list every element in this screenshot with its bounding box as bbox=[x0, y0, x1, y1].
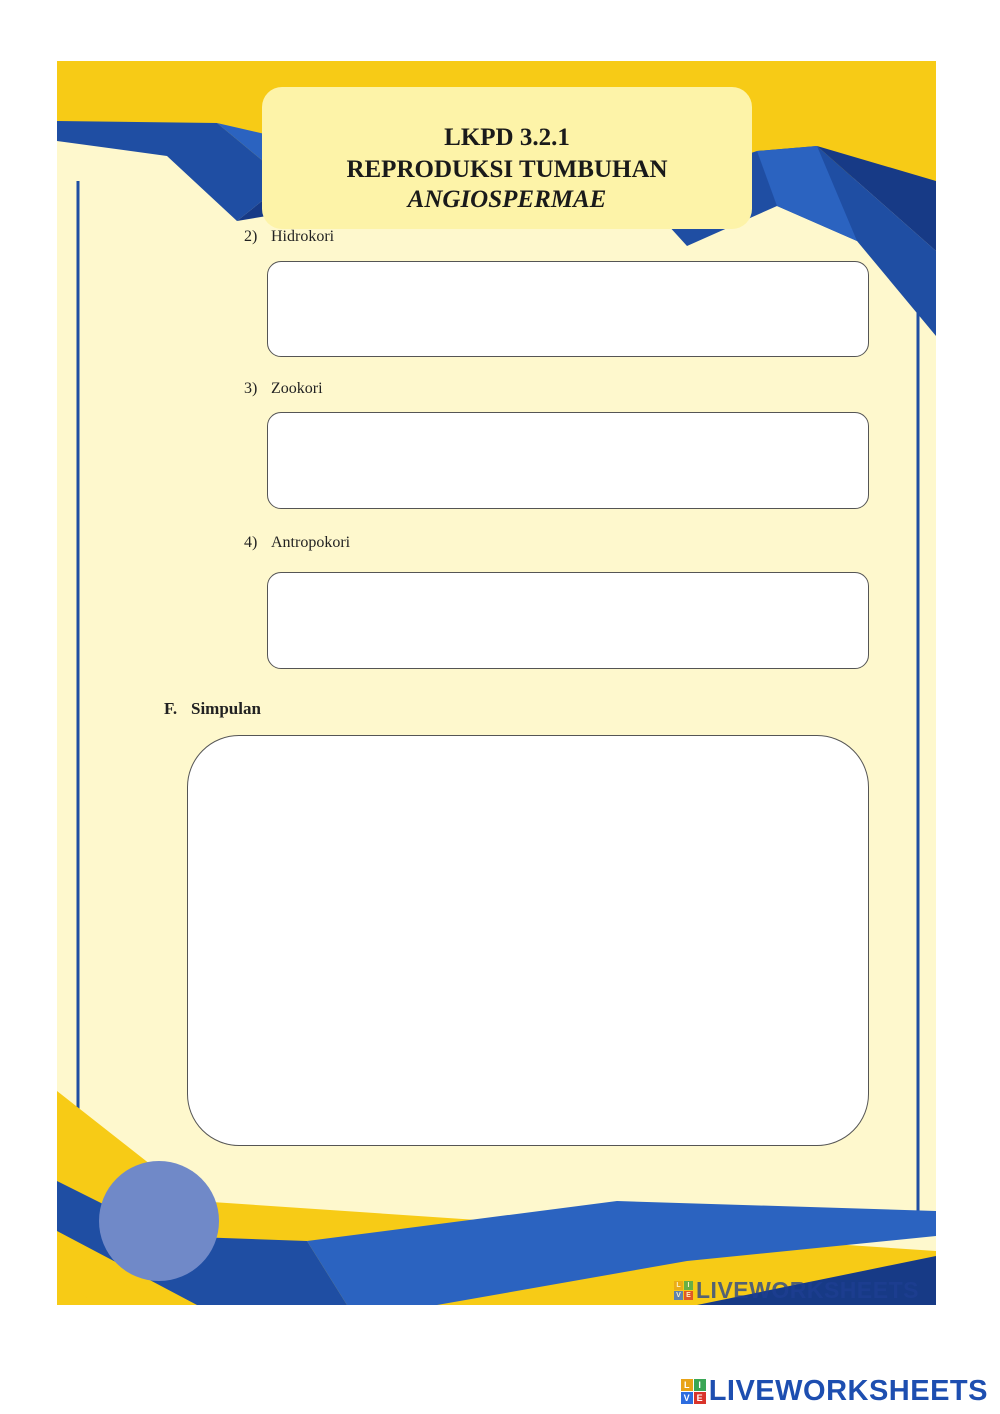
title-code: LKPD 3.2.1 bbox=[444, 124, 570, 151]
item-text: Zookori bbox=[271, 380, 323, 397]
item-number: 4) bbox=[244, 534, 258, 551]
item-text: Hidrokori bbox=[271, 228, 335, 245]
worksheet-page bbox=[57, 61, 936, 1305]
item-zookori-label bbox=[244, 380, 323, 398]
antropokori-answer-box[interactable] bbox=[267, 572, 869, 669]
liveworksheets-logo-icon: L I V E bbox=[674, 1281, 693, 1300]
liveworksheets-footer-logo[interactable] bbox=[681, 1374, 988, 1408]
item-text: Antropokori bbox=[271, 534, 351, 551]
item-antropokori-label bbox=[244, 534, 350, 552]
section-letter: F. bbox=[164, 699, 178, 718]
section-title: Simpulan bbox=[191, 699, 261, 718]
title-topic: REPRODUKSI TUMBUHAN bbox=[346, 156, 668, 183]
conclusion-answer-box[interactable] bbox=[187, 735, 869, 1146]
decorative-circle bbox=[99, 1161, 219, 1281]
watermark-text: LIVEWORKSHEETS bbox=[696, 1276, 919, 1303]
item-number: 2) bbox=[244, 228, 258, 245]
item-hidrokori-label bbox=[244, 228, 334, 246]
footer-logo-text: LIVEWORKSHEETS bbox=[708, 1374, 988, 1407]
page-watermark bbox=[674, 1275, 919, 1305]
hidrokori-answer-box[interactable] bbox=[267, 261, 869, 357]
conclusion-heading bbox=[164, 699, 261, 719]
title-box bbox=[262, 87, 752, 229]
item-number: 3) bbox=[244, 380, 258, 397]
liveworksheets-logo-icon: L I V E bbox=[681, 1379, 706, 1404]
zookori-answer-box[interactable] bbox=[267, 412, 869, 509]
title-subtopic: ANGIOSPERMAE bbox=[407, 186, 607, 213]
